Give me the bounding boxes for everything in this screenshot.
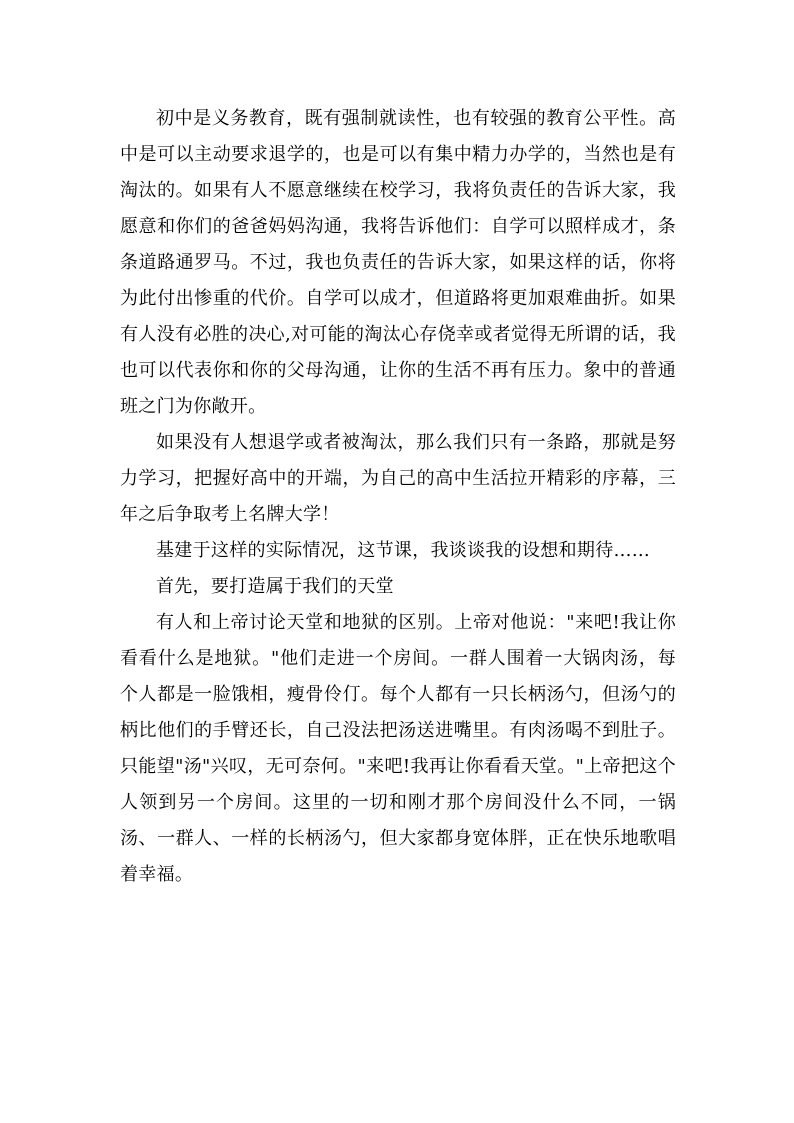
paragraph-one-path: 如果没有人想退学或者被淘汰，那么我们只有一条路，那就是努力学习，把握好高中的开端，为自己的高中生活拉开精彩的序幕，三年之后争取考上名牌大学！ xyxy=(120,432,676,525)
paragraph-section-heading: 首先，要打造属于我们的天堂 xyxy=(156,576,394,597)
paragraph-heaven-hell-story: 有人和上帝讨论天堂和地狱的区别。上帝对他说："来吧!我让你看看什么是地狱。"他们走进一个房间。一群人围着一大锅肉汤，每个人都是一脸饿相，瘦骨伶仃。每个人都有一只长柄汤勺，但汤勺的柄比他们的手臂还长，自己没法把汤送进嘴里。有肉汤喝不到肚子。只能望"汤"兴叹，无可奈何。"来吧!我再让你看看天堂。"上帝把这个人领到另一个房间。这里的一切和刚才那个房间没什么不同，一锅汤、一群人、一样的长柄汤勺，但大家都身宽体胖，正在快乐地歌唱着幸福。 xyxy=(120,612,676,885)
document-body xyxy=(120,101,676,893)
paragraph-dropout-policy: 初中是义务教育，既有强制就读性，也有较强的教育公平性。高中是可以主动要求退学的，也是可以有集中精力办学的，当然也是有淘汰的。如果有人不愿意继续在校学习，我将负责任的告诉大家，我愿意和你们的爸爸妈妈沟通，我将告诉他们：自学可以照样成才，条条道路通罗马。不过，我也负责任的告诉大家，如果这样的话，你将为此付出惨重的代价。自学可以成才，但道路将更加艰难曲折。如果有人没有必胜的决心,对可能的淘汰心存侥幸或者觉得无所谓的话，我也可以代表你和你的父母沟通，让你的生活不再有压力。象中的普通班之门为你敞开。 xyxy=(120,108,676,417)
paragraph-expectations-intro: 基建于这样的实际情况，这节课，我谈谈我的设想和期待…… xyxy=(156,540,651,561)
